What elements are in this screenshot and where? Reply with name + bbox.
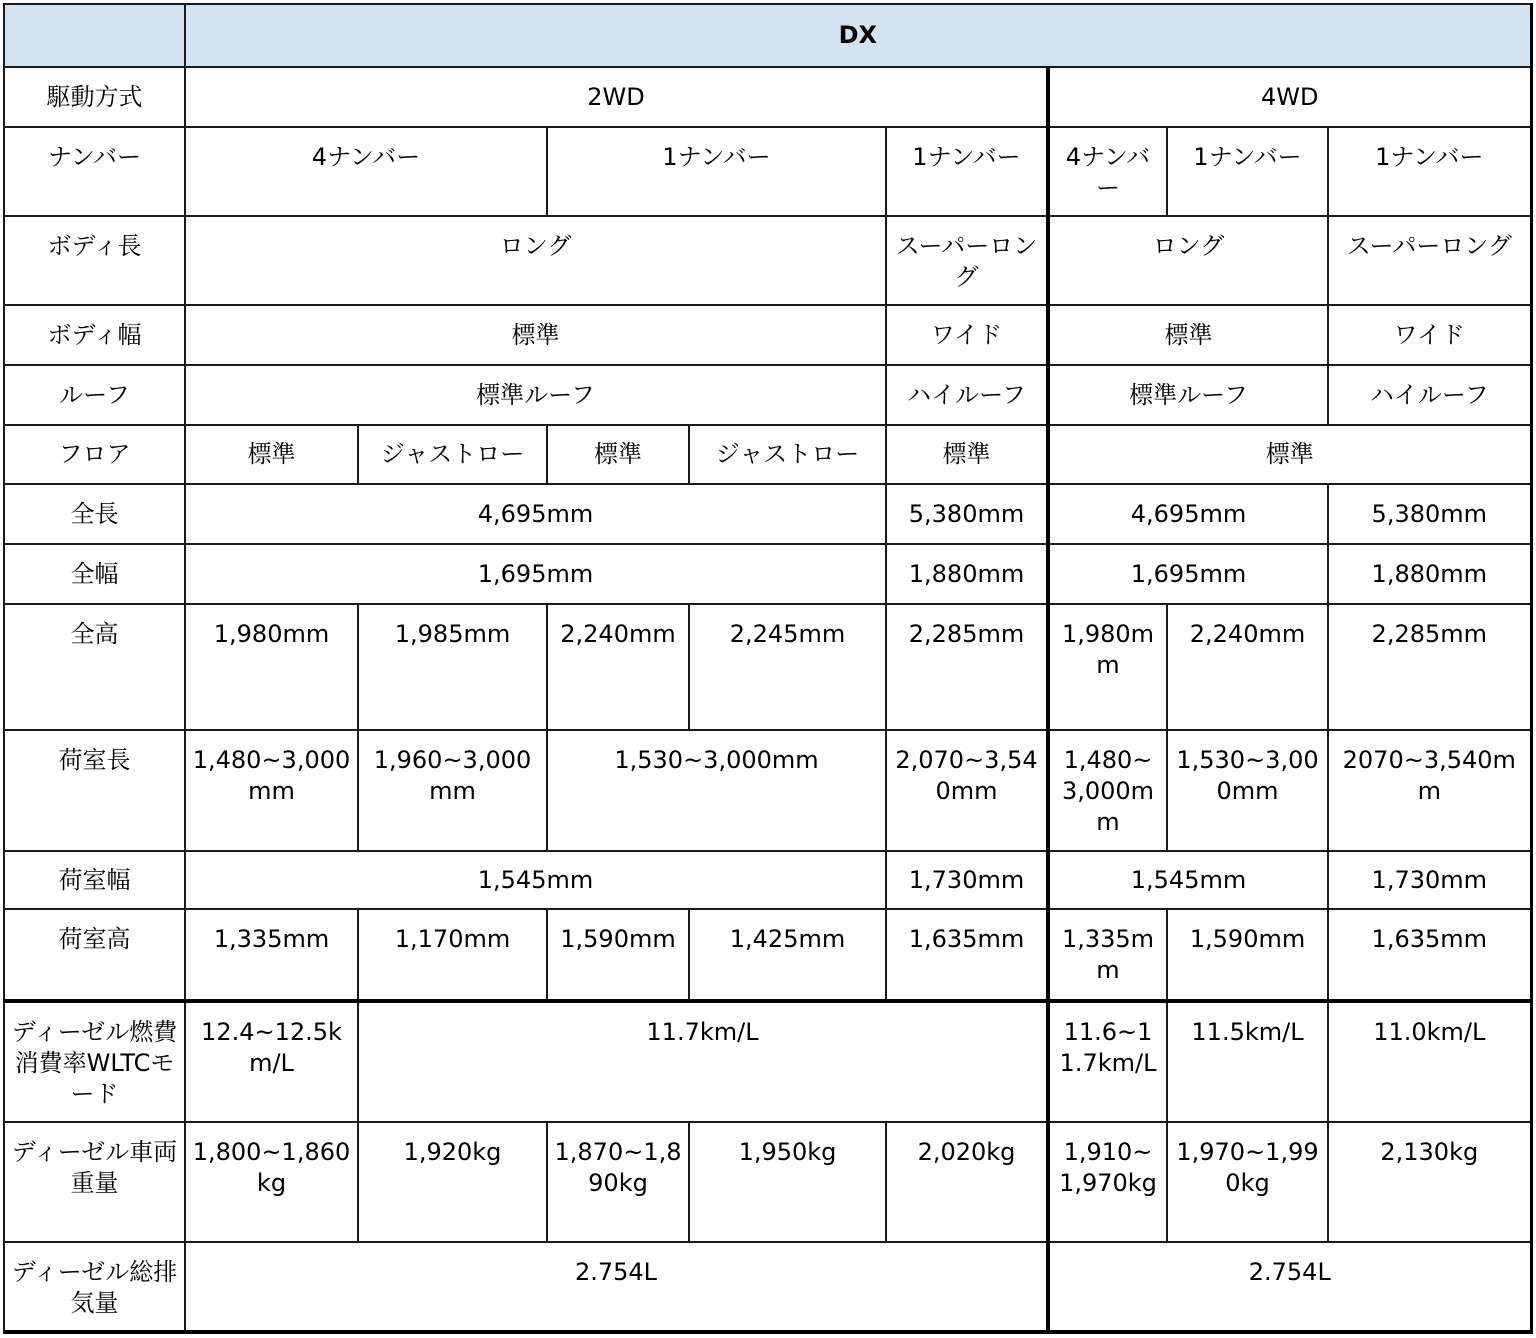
cell: 1ナンバー — [886, 127, 1048, 216]
cell: 1,980mm — [1048, 604, 1167, 730]
cell: 1,880mm — [886, 544, 1048, 604]
cell: 1,545mm — [185, 851, 886, 909]
cell: ワイド — [1328, 305, 1531, 365]
header-row — [4, 4, 1531, 67]
cell: 1,870~1,890kg — [547, 1122, 689, 1242]
row-floor — [4, 425, 1531, 484]
cell: 標準 — [1048, 305, 1328, 365]
cell: 11.0km/L — [1328, 1001, 1531, 1122]
cell: 標準ルーフ — [1048, 365, 1328, 425]
cell: 12.4~12.5km/L — [185, 1001, 358, 1122]
row-overall-height — [4, 604, 1531, 730]
row-fuel — [4, 1001, 1531, 1122]
cell: 1,985mm — [358, 604, 547, 730]
cell: 1,480~3,000mm — [185, 730, 358, 851]
cell-4wd: 4WD — [1048, 67, 1531, 127]
cell: 5,380mm — [886, 484, 1048, 544]
row-overall-width — [4, 544, 1531, 604]
cell: 標準 — [547, 425, 689, 484]
row-label: ディーゼル車両重量 — [4, 1122, 185, 1242]
cell: 1,950kg — [689, 1122, 886, 1242]
row-label: 全高 — [4, 604, 185, 730]
cell: 2.754L — [185, 1242, 1048, 1332]
cell: 1ナンバー — [1167, 127, 1328, 216]
row-body-length — [4, 216, 1531, 305]
cell: 1,960~3,000mm — [358, 730, 547, 851]
cell: 1,590mm — [1167, 909, 1328, 1001]
cell: 1,730mm — [886, 851, 1048, 909]
cell: 標準 — [185, 305, 886, 365]
row-cargo-width — [4, 851, 1531, 909]
row-label: ディーゼル燃費消費率WLTCモード — [4, 1001, 185, 1122]
cell: 1,530~3,000mm — [547, 730, 886, 851]
cell: ワイド — [886, 305, 1048, 365]
cell: ハイルーフ — [886, 365, 1048, 425]
cell: 2070~3,540mm — [1328, 730, 1531, 851]
cell: 11.5km/L — [1167, 1001, 1328, 1122]
row-drive — [4, 67, 1531, 127]
cell: 1,695mm — [1048, 544, 1328, 604]
row-label: 駆動方式 — [4, 67, 185, 127]
cell: 2,240mm — [1167, 604, 1328, 730]
cell: 1,730mm — [1328, 851, 1531, 909]
cell: 4ナンバー — [1048, 127, 1167, 216]
cell: ハイルーフ — [1328, 365, 1531, 425]
row-label: ボディ長 — [4, 216, 185, 305]
row-cargo-height — [4, 909, 1531, 1001]
cell: 4,695mm — [1048, 484, 1328, 544]
row-overall-length — [4, 484, 1531, 544]
row-label: ナンバー — [4, 127, 185, 216]
row-label: ルーフ — [4, 365, 185, 425]
cell: 1ナンバー — [547, 127, 886, 216]
cell: ロング — [1048, 216, 1328, 305]
cell: 2.754L — [1048, 1242, 1531, 1332]
cell: 2,020kg — [886, 1122, 1048, 1242]
cell: 4ナンバー — [185, 127, 547, 216]
row-label: 荷室幅 — [4, 851, 185, 909]
cell: 2,070~3,540mm — [886, 730, 1048, 851]
cell: 1ナンバー — [1328, 127, 1531, 216]
row-label: フロア — [4, 425, 185, 484]
cell: 1,530~3,000mm — [1167, 730, 1328, 851]
row-body-width — [4, 305, 1531, 365]
cell: 1,920kg — [358, 1122, 547, 1242]
cell: 2,285mm — [886, 604, 1048, 730]
cell: 11.7km/L — [358, 1001, 1048, 1122]
cell: 1,880mm — [1328, 544, 1531, 604]
corner-cell — [4, 4, 185, 67]
cell: ジャストロー — [358, 425, 547, 484]
cell: スーパーロング — [1328, 216, 1531, 305]
row-number — [4, 127, 1531, 216]
cell: 1,335mm — [1048, 909, 1167, 1001]
row-label: 荷室高 — [4, 909, 185, 1001]
cell: 1,545mm — [1048, 851, 1328, 909]
row-displacement — [4, 1242, 1531, 1332]
grade-header: DX — [185, 4, 1531, 67]
cell: 標準ルーフ — [185, 365, 886, 425]
cell: 2,240mm — [547, 604, 689, 730]
cell: 2,245mm — [689, 604, 886, 730]
row-cargo-length — [4, 730, 1531, 851]
cell: 1,635mm — [886, 909, 1048, 1001]
cell: 5,380mm — [1328, 484, 1531, 544]
cell: 1,170mm — [358, 909, 547, 1001]
cell: 2,285mm — [1328, 604, 1531, 730]
cell: 1,635mm — [1328, 909, 1531, 1001]
cell: 1,910~1,970kg — [1048, 1122, 1167, 1242]
cell: 1,980mm — [185, 604, 358, 730]
cell: 1,695mm — [185, 544, 886, 604]
cell: ジャストロー — [689, 425, 886, 484]
cell: 1,425mm — [689, 909, 886, 1001]
row-label: 荷室長 — [4, 730, 185, 851]
cell: 1,335mm — [185, 909, 358, 1001]
cell-2wd: 2WD — [185, 67, 1048, 127]
row-label: ディーゼル総排気量 — [4, 1242, 185, 1332]
row-weight — [4, 1122, 1531, 1242]
cell: 1,590mm — [547, 909, 689, 1001]
cell: 11.6~11.7km/L — [1048, 1001, 1167, 1122]
cell: 1,970~1,990kg — [1167, 1122, 1328, 1242]
cell: 4,695mm — [185, 484, 886, 544]
row-label: 全長 — [4, 484, 185, 544]
row-label: ボディ幅 — [4, 305, 185, 365]
cell: 標準 — [185, 425, 358, 484]
spec-table — [3, 3, 1533, 1334]
cell: 標準 — [886, 425, 1048, 484]
cell: 標準 — [1048, 425, 1531, 484]
cell: スーパーロング — [886, 216, 1048, 305]
row-label: 全幅 — [4, 544, 185, 604]
row-roof — [4, 365, 1531, 425]
cell: ロング — [185, 216, 886, 305]
cell: 1,800~1,860kg — [185, 1122, 358, 1242]
cell: 2,130kg — [1328, 1122, 1531, 1242]
cell: 1,480~3,000mm — [1048, 730, 1167, 851]
